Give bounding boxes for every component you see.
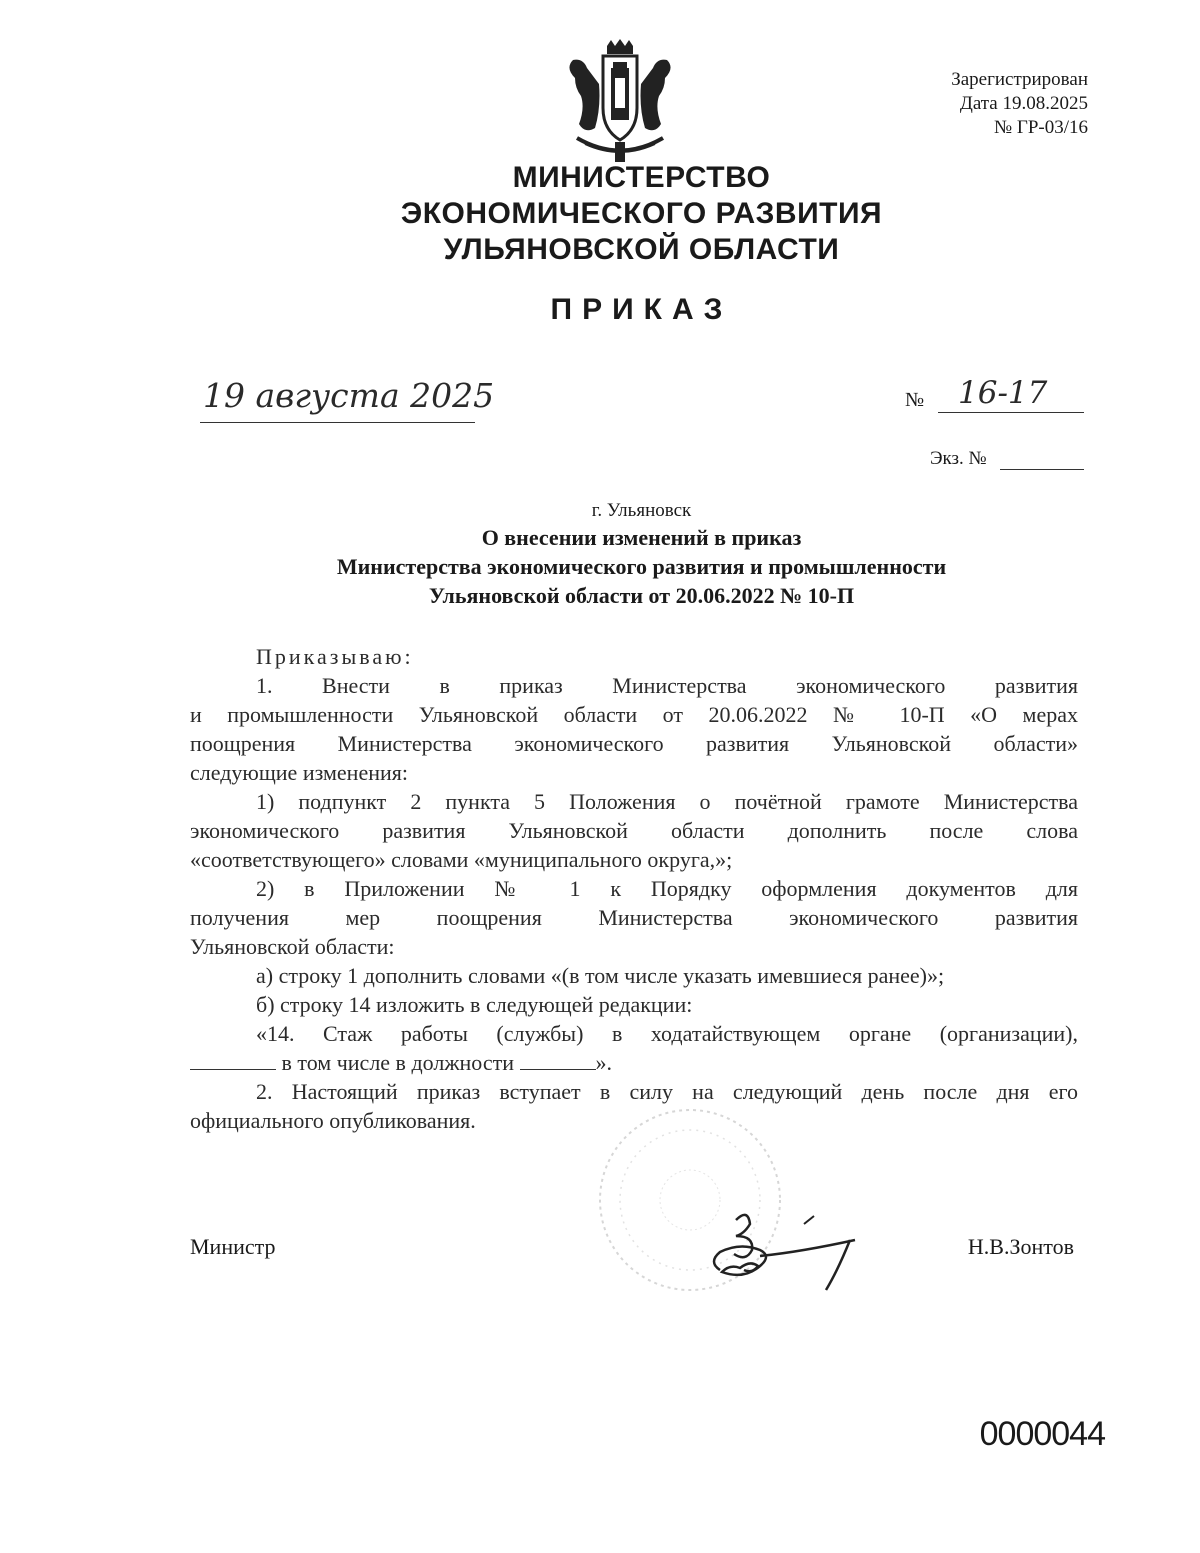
ministry-line-2: ЭКОНОМИЧЕСКОГО РАЗВИТИЯ (400, 197, 883, 230)
coat-of-arms-icon (555, 38, 685, 168)
order-body (190, 642, 1078, 1135)
paragraph-1-line: 1. Внести в приказ Министерства экономического развития (256, 673, 1078, 698)
order-number-handwritten: 16-17 (958, 375, 1048, 411)
order-date-handwritten: 19 августа 2025 (203, 376, 495, 415)
registration-block (951, 68, 1088, 140)
subitem-1-line: экономического развития Ульяновской области дополнить после слова (190, 818, 1078, 843)
copy-number-label: Экз. № (930, 448, 987, 469)
intro-line: Приказываю: (256, 644, 414, 669)
subitem-2-line: получения мер поощрения Министерства экономического развития (190, 905, 1078, 930)
paragraph-2-last: официального опубликования. (190, 1108, 476, 1133)
quote-line-2 (190, 1048, 1078, 1077)
serial-number: 0000044 (979, 1415, 1105, 1453)
title-line-1: О внесении изменений в приказ (481, 525, 802, 550)
registration-label: Зарегистрирован (951, 69, 1088, 90)
subitem-1-line: 1) подпункт 2 пункта 5 Положения о почётной грамоте Министерства (256, 789, 1078, 814)
item-b: б) строку 14 изложить в следующей редакции: (256, 992, 693, 1017)
subitem-2-last: Ульяновской области: (190, 934, 395, 959)
quote-line-1: «14. Стаж работы (службы) в ходатайствующем органе (организации), (256, 1021, 1078, 1046)
title-line-2: Министерства экономического развития и промышленности (336, 554, 947, 579)
paragraph-1-last: следующие изменения: (190, 760, 408, 785)
blank-line (520, 1051, 596, 1070)
blank-line (190, 1051, 276, 1070)
paragraph-1-line: и промышленности Ульяновской области от 20.06.2022 № 10-П «О мерах (190, 702, 1078, 727)
title-line-3: Ульяновской области от 20.06.2022 № 10-П (428, 583, 855, 608)
number-underline (938, 412, 1084, 413)
order-title (0, 523, 1200, 610)
signatory-name: Н.В.Зонтов (967, 1234, 1074, 1259)
item-a: а) строку 1 дополнить словами «(в том числе указать имевшиеся ранее)»; (256, 963, 945, 988)
copy-number-blank (1000, 469, 1084, 470)
paragraph-2-line: 2. Настоящий приказ вступает в силу на следующий день после дня его (256, 1079, 1078, 1104)
quote-line-2-mid: в том числе в должности (276, 1050, 520, 1075)
ministry-line-3: УЛЬЯНОВСКОЙ ОБЛАСТИ (443, 233, 840, 266)
ministry-line-1: МИНИСТЕРСТВО (512, 161, 771, 194)
order-number-label: № (905, 389, 925, 411)
quote-line-2-end: ». (595, 1050, 613, 1075)
signatory-position: Министр (190, 1234, 276, 1259)
subitem-2-line: 2) в Приложении № 1 к Порядку оформления документов для (256, 876, 1078, 901)
document-type: ПРИКАЗ (550, 293, 733, 326)
paragraph-1-line: поощрения Министерства экономического развития Ульяновской области» (190, 731, 1078, 756)
city: г. Ульяновск (591, 500, 692, 521)
subitem-1-last: «соответствующего» словами «муниципального округа,»; (190, 847, 733, 872)
ministry-heading (0, 160, 1200, 268)
registration-date: Дата 19.08.2025 (959, 93, 1088, 114)
registration-number: № ГР-03/16 (993, 117, 1088, 138)
handwritten-signature-icon (700, 1190, 860, 1300)
